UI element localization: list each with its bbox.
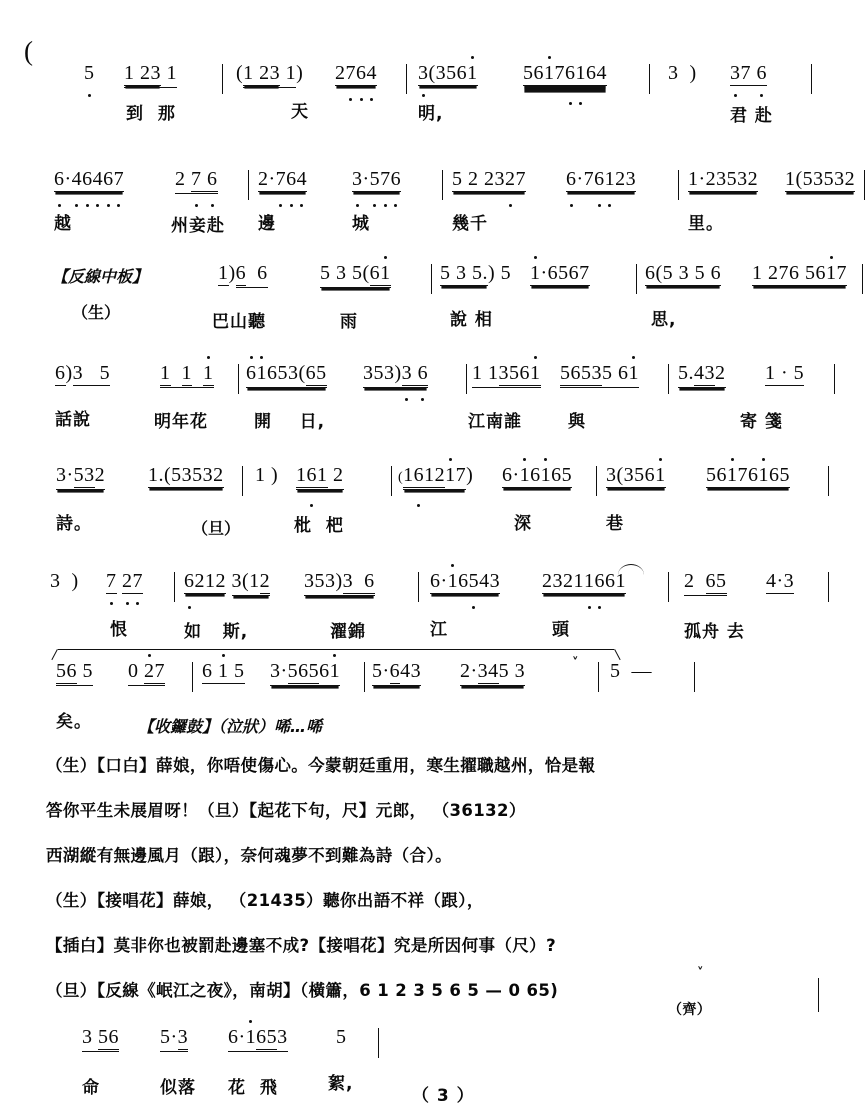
barline bbox=[828, 466, 829, 496]
barline bbox=[391, 466, 392, 496]
lyric-text: 江南誰 bbox=[468, 412, 522, 432]
lyric-text: 里。 bbox=[688, 214, 724, 234]
prose-line: 【插白】莫非你也被罰赴邊塞不成?【接唱花】究是所因何事（尺）? bbox=[46, 936, 557, 955]
barline bbox=[862, 264, 863, 294]
breath-mark: ˅ bbox=[697, 966, 704, 981]
measure-notes: 6·76123 bbox=[566, 168, 637, 190]
barline bbox=[192, 662, 193, 692]
lyric-text: 枇 杷 bbox=[294, 516, 344, 536]
measure-notes: 3(3561 bbox=[418, 62, 478, 84]
barline bbox=[668, 364, 669, 394]
measure-notes: 3 56 bbox=[82, 1026, 119, 1052]
measure-notes: (1 23 1) bbox=[236, 62, 303, 88]
lyric-text: 矣。 bbox=[56, 712, 92, 732]
measure-notes: 5 2 2327 bbox=[452, 168, 526, 190]
measure-notes: 7 27 bbox=[106, 570, 143, 592]
barline bbox=[406, 64, 407, 94]
cue-marker: 【反線中板】 bbox=[52, 267, 149, 286]
measure-notes: 5·643 bbox=[372, 660, 421, 686]
lyric-text: 命 bbox=[82, 1078, 100, 1098]
measure-notes: 1 276 5617 bbox=[752, 262, 847, 284]
barline bbox=[828, 572, 829, 602]
measure-notes: 1)6 6 bbox=[218, 262, 268, 288]
lyric-text: 明年花 bbox=[154, 412, 208, 432]
lyric-text: 濯錦 bbox=[330, 622, 366, 642]
measure-notes: 2·764 bbox=[258, 168, 308, 190]
tie-arc bbox=[618, 564, 644, 575]
role-marker: （旦） bbox=[192, 519, 241, 538]
measure-notes: 37 6 bbox=[730, 62, 767, 84]
phrase-slur-hook bbox=[58, 649, 614, 650]
measure-notes: 2 65 bbox=[684, 570, 727, 596]
barline bbox=[649, 64, 650, 94]
lyric-text: 似落 bbox=[160, 1078, 196, 1098]
measure-notes: 23211661 bbox=[542, 570, 626, 592]
lyric-text: 君 赴 bbox=[730, 106, 773, 126]
measure-notes: 1·6567 bbox=[530, 262, 590, 284]
measure-notes: 1 · 5 bbox=[765, 362, 805, 384]
lyric-text: 明, bbox=[418, 104, 444, 124]
lyric-text: 巷 bbox=[606, 514, 624, 534]
measure-notes: 6·16543 bbox=[430, 570, 501, 592]
measure-notes: 1 1 1 bbox=[160, 362, 214, 388]
barline bbox=[378, 1028, 379, 1058]
barline bbox=[466, 364, 467, 394]
barline bbox=[242, 466, 243, 496]
barline bbox=[678, 170, 679, 200]
measure-notes: 1(53532 bbox=[785, 168, 856, 190]
prose-line: 答你平生未展眉呀！（旦）【起花下句，尺】元郎， （36132） bbox=[46, 801, 526, 820]
measure-notes: 6)3 5 bbox=[55, 362, 111, 384]
lyric-text: 頭 bbox=[552, 620, 570, 640]
lyric-text: 絮, bbox=[328, 1074, 354, 1094]
opening-paren: ( bbox=[24, 36, 33, 66]
lyric-text: 孤舟 去 bbox=[684, 622, 745, 642]
barline bbox=[442, 170, 443, 200]
lyric-text: 州妾赴 bbox=[171, 216, 225, 236]
lyric-text: 深 bbox=[514, 514, 532, 534]
measure-notes: 1 23 1 bbox=[124, 62, 177, 88]
prose-line: （生）【接唱花】薛娘， （21435）聽你出語不祥（跟）， bbox=[46, 891, 484, 910]
lyric-text: 江 bbox=[430, 620, 448, 640]
measure-notes: 1 ) bbox=[255, 464, 279, 486]
lyric-text: 邊 bbox=[258, 214, 276, 234]
barline bbox=[596, 466, 597, 496]
measure-notes: 1 13561 bbox=[472, 362, 541, 388]
lyric-text: 說 相 bbox=[450, 310, 493, 330]
measure-notes: 56176165 bbox=[706, 464, 790, 486]
measure-notes: 56176164 bbox=[523, 62, 607, 84]
measure-notes: 5.432 bbox=[678, 362, 726, 388]
lyric-text: 寄 箋 bbox=[740, 412, 783, 432]
lyric-text: 越 bbox=[54, 214, 72, 234]
lyric-text: 巴山聽 bbox=[212, 312, 266, 332]
measure-notes: 6(5 3 5 6 bbox=[645, 262, 722, 284]
lyric-text: 開 日, bbox=[254, 412, 326, 432]
lyric-text: 幾千 bbox=[452, 214, 488, 234]
barline bbox=[598, 662, 599, 692]
measure-notes: 2·345 3 bbox=[460, 660, 525, 686]
measure-notes: 6·46467 bbox=[54, 168, 125, 190]
measure-notes: 2 7 6 bbox=[175, 168, 218, 194]
barline bbox=[636, 264, 637, 294]
measure-notes: 3 ) bbox=[668, 62, 697, 84]
measure-notes: 5 bbox=[336, 1026, 347, 1048]
prose-line: （生）【口白】薛娘，你唔使傷心。今蒙朝廷重用，寒生擢職越州，恰是報 bbox=[46, 756, 596, 775]
lyric-text: 天 bbox=[291, 102, 309, 122]
barline bbox=[418, 572, 419, 602]
lyric-text: 思, bbox=[651, 310, 677, 330]
barline bbox=[818, 978, 819, 1012]
cue-marker-shou-luo-gu: 【收鑼鼓】（泣狀）唏…唏 bbox=[138, 717, 323, 736]
barline bbox=[364, 662, 365, 692]
barline bbox=[174, 572, 175, 602]
trailing-annotation: （ 3 ） bbox=[412, 1086, 475, 1106]
measure-notes: 161 2 bbox=[296, 464, 344, 490]
lyric-text: 如 斯, bbox=[184, 622, 249, 642]
barline bbox=[222, 64, 223, 94]
barline bbox=[238, 364, 239, 394]
barline bbox=[431, 264, 432, 294]
barline bbox=[834, 364, 835, 394]
measure-notes: 5·3 bbox=[160, 1026, 188, 1052]
measure-notes: 353)3 6 bbox=[304, 570, 375, 596]
measure-notes: 0 27 bbox=[128, 660, 165, 686]
measure-notes: 5 3 5.) 5 bbox=[440, 262, 512, 284]
measure-notes: (161217) bbox=[398, 464, 473, 490]
lyric-text: 雨 bbox=[340, 312, 358, 332]
prose-line: （旦）【反線《岷江之夜》，南胡】（橫簫，6 1 2 3 5 6 5 — 0 65) bbox=[46, 981, 559, 1000]
barline bbox=[811, 64, 812, 94]
role-marker: （生） bbox=[72, 303, 121, 322]
measure-notes: 1·23532 bbox=[688, 168, 759, 190]
measure-notes: 3 ) bbox=[50, 570, 79, 592]
measure-notes: 5 bbox=[84, 62, 95, 84]
measure-notes: 6 1 5 bbox=[202, 660, 245, 682]
barline bbox=[694, 662, 695, 692]
measure-notes: 4·3 bbox=[766, 570, 795, 592]
lyric-text: 城 bbox=[352, 214, 370, 234]
measure-notes: 3·532 bbox=[56, 464, 105, 490]
lyric-text: 話說 bbox=[55, 410, 91, 430]
barline bbox=[668, 572, 669, 602]
measure-notes: 3(3561 bbox=[606, 464, 666, 486]
measure-notes: 56535 61 bbox=[560, 362, 639, 388]
measure-notes: 6·1653 bbox=[228, 1026, 288, 1052]
measure-notes: 353)3 6 bbox=[363, 362, 428, 388]
lyric-text: 詩。 bbox=[56, 514, 92, 534]
measure-notes: 61653(65 bbox=[246, 362, 327, 388]
breath-mark: ˅ bbox=[572, 656, 579, 671]
barline bbox=[248, 170, 249, 200]
measure-notes: 6·16165 bbox=[502, 464, 573, 486]
lyric-text: 到 那 bbox=[126, 104, 176, 124]
qi-annotation: （齊） bbox=[668, 1002, 712, 1018]
lyric-text: 花 飛 bbox=[228, 1078, 278, 1098]
measure-notes: 3·576 bbox=[352, 168, 402, 190]
measure-notes: 6212 3(12 bbox=[184, 570, 270, 596]
prose-line: 西湖縱有無邊風月（跟），奈何魂夢不到難為詩（合）。 bbox=[46, 846, 452, 865]
measure-notes: 5 — bbox=[610, 660, 652, 682]
measure-notes: 2764 bbox=[335, 62, 377, 84]
measure-notes: 5 3 5(61 bbox=[320, 262, 391, 288]
measure-notes: 3·56561 bbox=[270, 660, 340, 686]
lyric-text: 與 bbox=[568, 412, 586, 432]
measure-notes: 1.(53532 bbox=[148, 464, 224, 486]
lyric-text: 恨 bbox=[110, 620, 128, 640]
measure-notes: 56 5 bbox=[56, 660, 93, 686]
